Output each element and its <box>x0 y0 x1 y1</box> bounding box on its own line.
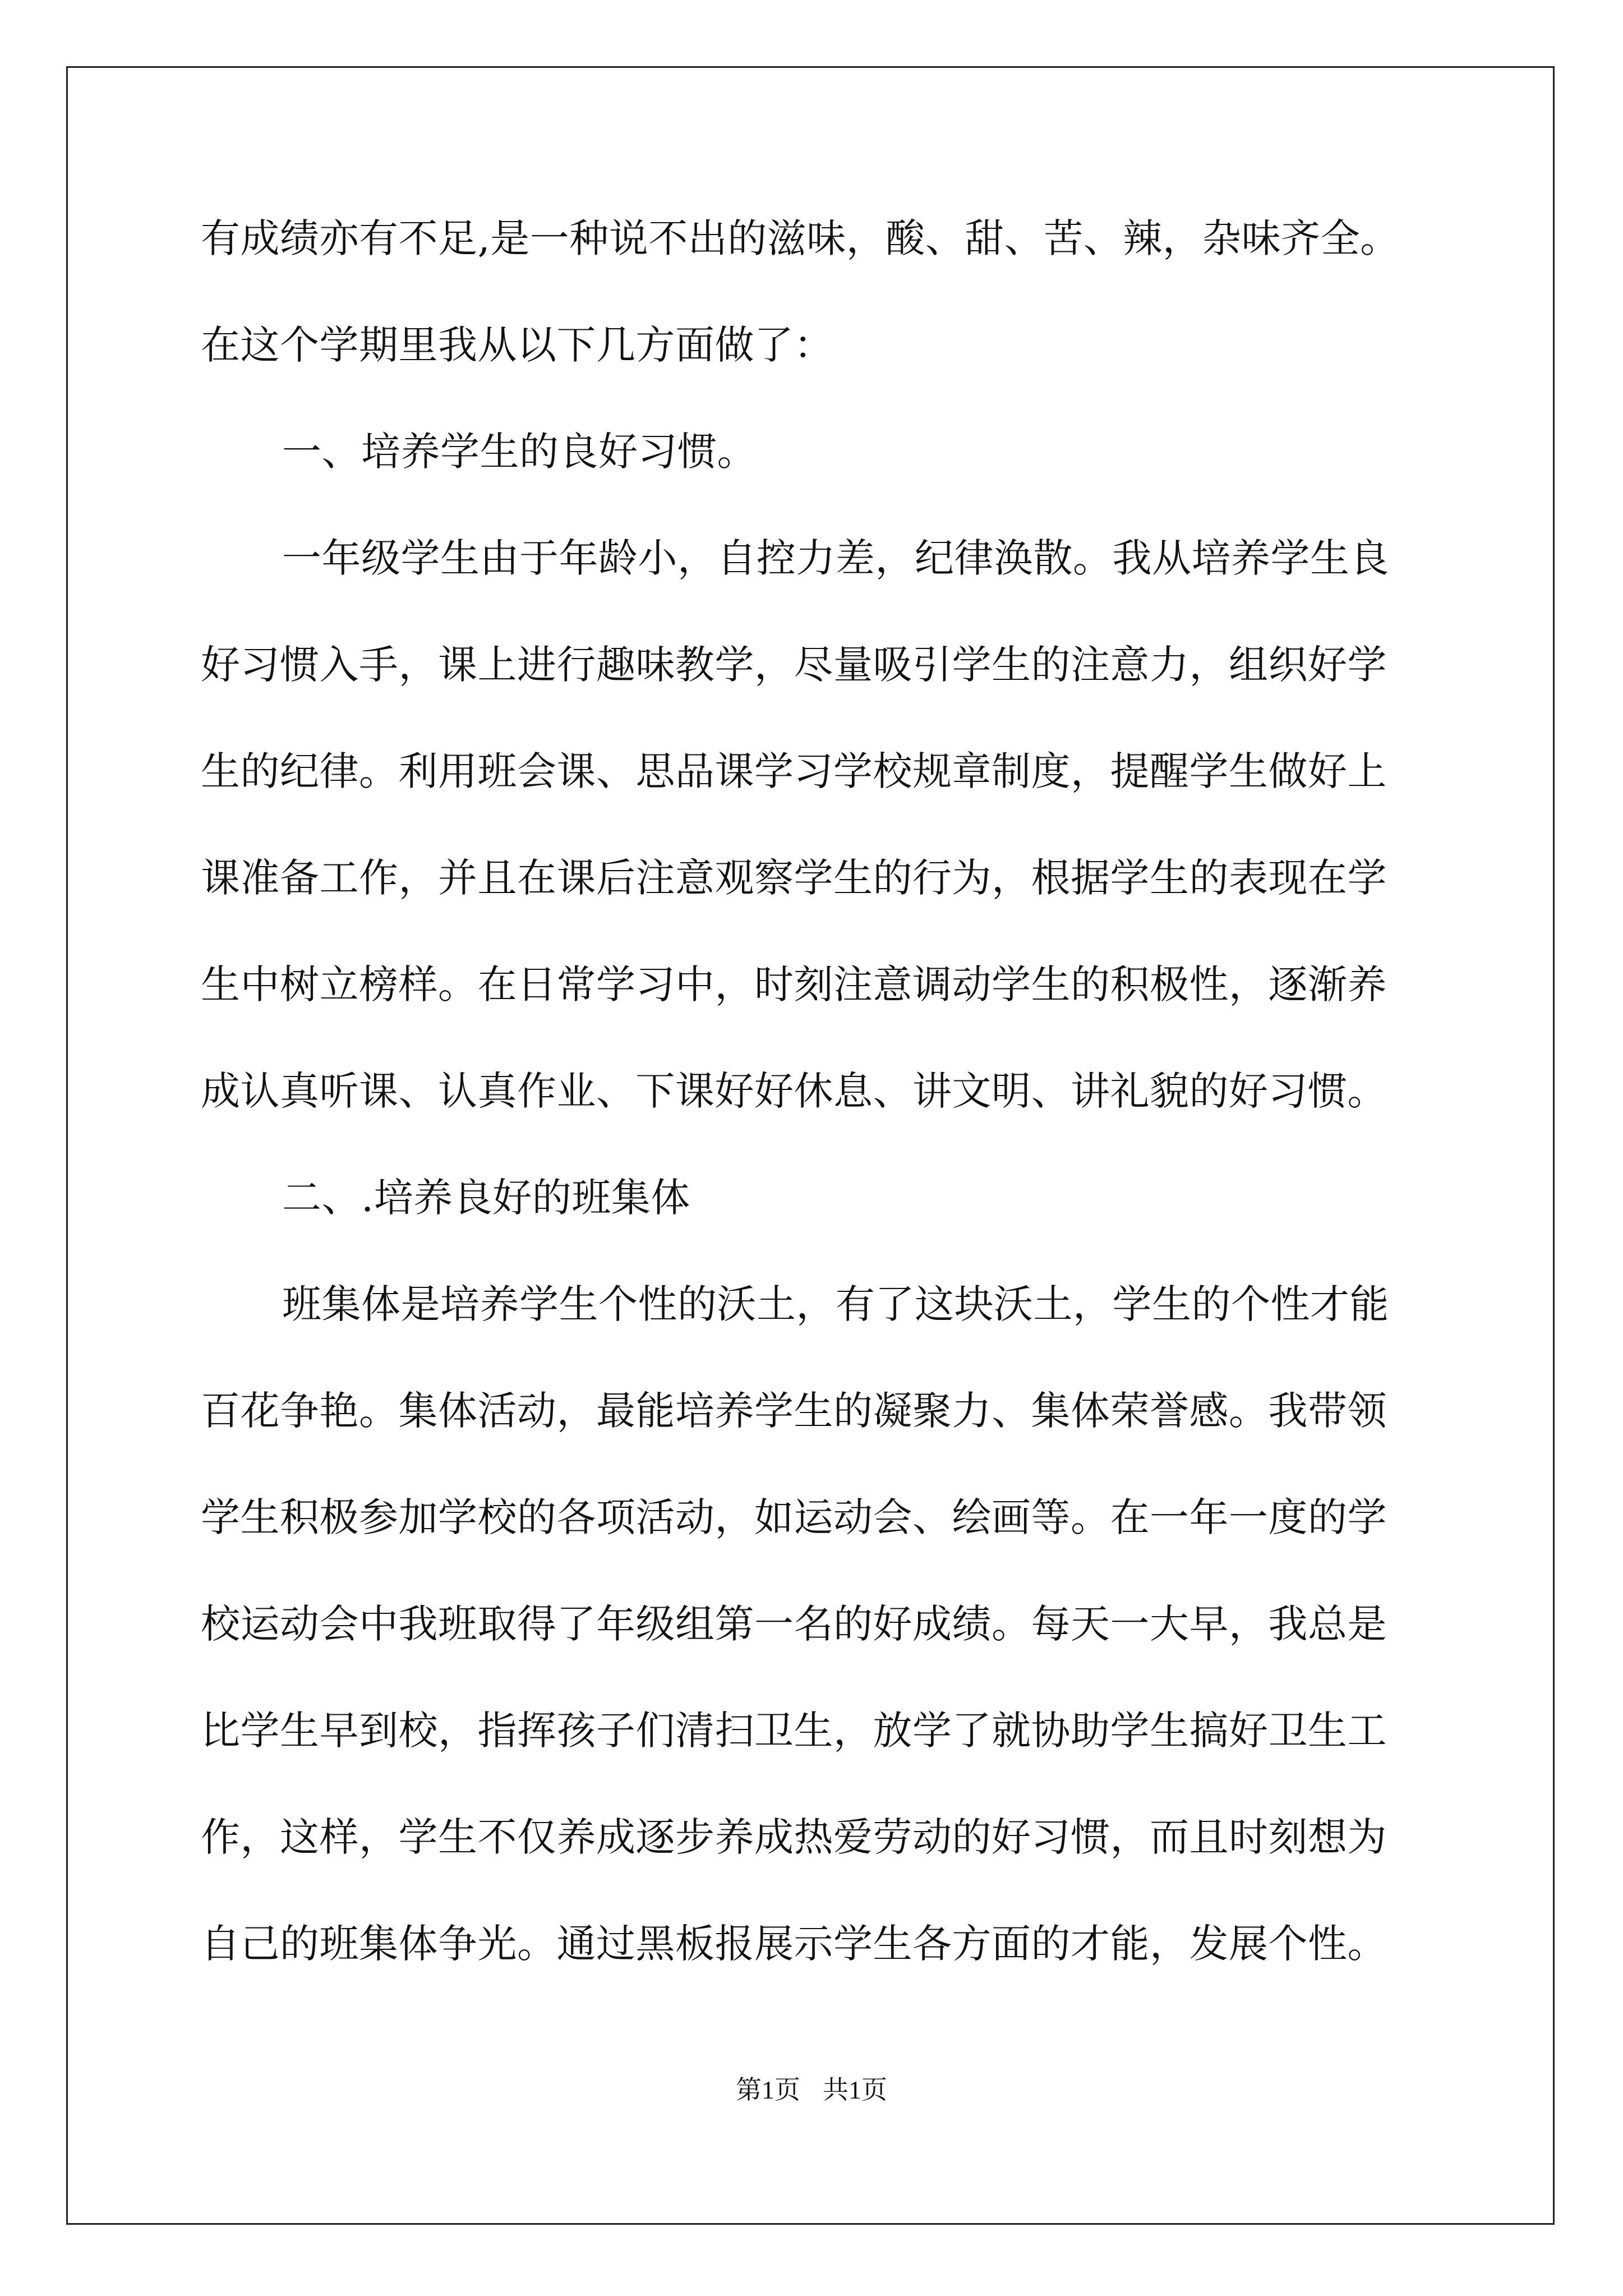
paragraph-line: 在这个学期里我从以下几方面做了： <box>201 322 833 368</box>
section-heading-1: 一、培养学生的良好习惯。 <box>282 429 757 475</box>
paragraph-line: 好习惯入手，课上进行趣味教学，尽量吸引学生的注意力，组织好学 <box>201 642 1387 688</box>
paragraph-line: 班集体是培养学生个性的沃土，有了这块沃土，学生的个性才能 <box>282 1281 1389 1327</box>
page-total: 共1页 <box>823 2076 887 2104</box>
paragraph-line: 自己的班集体争光。通过黑板报展示学生各方面的才能，发展个性。 <box>201 1921 1387 1967</box>
document-body <box>201 213 1435 2025</box>
paragraph-line: 作，这样，学生不仅养成逐步养成热爱劳动的好习惯，而且时刻想为 <box>201 1814 1387 1860</box>
page-footer <box>0 2073 1623 2107</box>
paragraph-line: 课准备工作，并且在课后注意观察学生的行为，根据学生的表现在学 <box>201 855 1387 901</box>
paragraph-line: 比学生早到校，指挥孩子们清扫卫生，放学了就协助学生搞好卫生工 <box>201 1708 1387 1754</box>
page-number: 第1页 <box>736 2076 800 2104</box>
paragraph-line: 一年级学生由于年龄小，自控力差，纪律涣散。我从培养学生良 <box>282 535 1389 581</box>
paragraph-line: 生的纪律。利用班会课、思品课学习学校规章制度，提醒学生做好上 <box>201 748 1387 794</box>
section-heading-2: 二、.培养良好的班集体 <box>282 1175 690 1221</box>
paragraph-line: 百花争艳。集体活动，最能培养学生的凝聚力、集体荣誉感。我带领 <box>201 1388 1387 1434</box>
paragraph-line: 校运动会中我班取得了年级组第一名的好成绩。每天一大早，我总是 <box>201 1601 1387 1647</box>
paragraph-line: 学生积极参加学校的各项活动，如运动会、绘画等。在一年一度的学 <box>201 1494 1387 1540</box>
paragraph-line: 有成绩亦有不足,是一种说不出的滋味，酸、甜、苦、辣，杂味齐全。 <box>201 215 1400 261</box>
paragraph-line: 成认真听课、认真作业、下课好好休息、讲文明、讲礼貌的好习惯。 <box>201 1068 1387 1114</box>
paragraph-line: 生中树立榜样。在日常学习中，时刻注意调动学生的积极性，逐渐养 <box>201 961 1387 1007</box>
